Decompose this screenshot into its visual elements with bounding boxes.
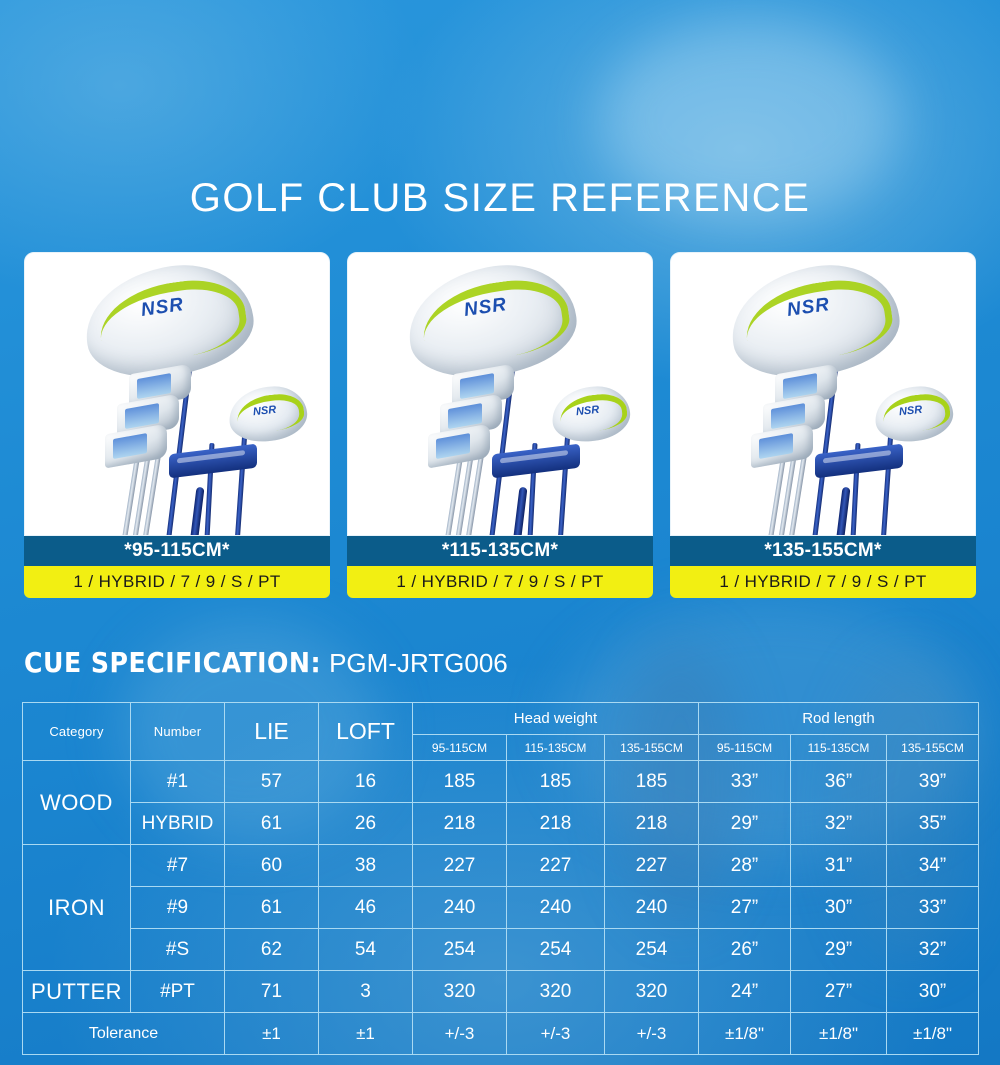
tolerance-rod-length-1: ±1/8" xyxy=(699,1013,791,1055)
row-head-weight-1: 240 xyxy=(413,887,507,929)
row-rod-length-2: 27” xyxy=(791,971,887,1013)
subheader-rl-size-2: 115-135CM xyxy=(791,735,887,761)
row-number: #1 xyxy=(131,761,225,803)
brand-logo-hybrid: NSR xyxy=(252,403,277,419)
tolerance-lie: ±1 xyxy=(225,1013,319,1055)
driver-grip xyxy=(835,487,850,536)
row-head-weight-1: 218 xyxy=(413,803,507,845)
club-set-illustration xyxy=(348,253,652,535)
row-number: #7 xyxy=(131,845,225,887)
row-head-weight-3: 218 xyxy=(605,803,699,845)
row-category: IRON xyxy=(23,845,131,971)
tolerance-row xyxy=(23,1013,979,1055)
spec-heading-label: CUE SPECIFICATION: xyxy=(24,646,322,679)
row-head-weight-3: 254 xyxy=(605,929,699,971)
row-rod-length-2: 32” xyxy=(791,803,887,845)
row-category: PUTTER xyxy=(23,971,131,1013)
row-lie: 60 xyxy=(225,845,319,887)
club-set-photo xyxy=(347,252,653,536)
row-rod-length-2: 36” xyxy=(791,761,887,803)
row-head-weight-2: 218 xyxy=(507,803,605,845)
header-lie: LIE xyxy=(225,703,319,761)
row-head-weight-3: 185 xyxy=(605,761,699,803)
tolerance-head-weight-2: +/-3 xyxy=(507,1013,605,1055)
row-number: #S xyxy=(131,929,225,971)
size-band-label: *115-135CM* xyxy=(347,536,653,566)
row-number: #PT xyxy=(131,971,225,1013)
spec-model-number: PGM-JRTG006 xyxy=(329,648,508,678)
row-rod-length-2: 31” xyxy=(791,845,887,887)
brand-logo-hybrid: NSR xyxy=(898,403,923,419)
row-rod-length-2: 30” xyxy=(791,887,887,929)
row-head-weight-1: 185 xyxy=(413,761,507,803)
header-head-weight: Head weight xyxy=(413,703,699,735)
size-band-label: *95-115CM* xyxy=(24,536,330,566)
row-head-weight-2: 240 xyxy=(507,887,605,929)
size-band-label: *135-155CM* xyxy=(670,536,976,566)
row-head-weight-1: 227 xyxy=(413,845,507,887)
spec-table-wrapper xyxy=(22,702,978,1055)
club-combo-label: 1 / HYBRID / 7 / 9 / S / PT xyxy=(24,566,330,598)
row-category: WOOD xyxy=(23,761,131,845)
row-lie: 71 xyxy=(225,971,319,1013)
subheader-hw-size-3: 135-155CM xyxy=(605,735,699,761)
row-rod-length-2: 29” xyxy=(791,929,887,971)
driver-grip xyxy=(189,487,204,536)
driver-grip xyxy=(512,487,527,536)
tolerance-loft: ±1 xyxy=(319,1013,413,1055)
header-number: Number xyxy=(131,703,225,761)
table-row xyxy=(23,929,979,971)
row-lie: 61 xyxy=(225,803,319,845)
row-loft: 38 xyxy=(319,845,413,887)
tolerance-rod-length-3: ±1/8" xyxy=(887,1013,979,1055)
table-row xyxy=(23,845,979,887)
club-combo-label: 1 / HYBRID / 7 / 9 / S / PT xyxy=(347,566,653,598)
row-rod-length-3: 30” xyxy=(887,971,979,1013)
row-head-weight-2: 185 xyxy=(507,761,605,803)
row-rod-length-1: 29” xyxy=(699,803,791,845)
tolerance-head-weight-3: +/-3 xyxy=(605,1013,699,1055)
table-row xyxy=(23,887,979,929)
row-loft: 46 xyxy=(319,887,413,929)
table-header-row xyxy=(23,703,979,735)
subheader-rl-size-1: 95-115CM xyxy=(699,735,791,761)
row-rod-length-3: 33” xyxy=(887,887,979,929)
row-rod-length-3: 34” xyxy=(887,845,979,887)
row-number: #9 xyxy=(131,887,225,929)
row-rod-length-1: 27” xyxy=(699,887,791,929)
row-rod-length-3: 39” xyxy=(887,761,979,803)
row-head-weight-2: 254 xyxy=(507,929,605,971)
header-category: Category xyxy=(23,703,131,761)
subheader-hw-size-1: 95-115CM xyxy=(413,735,507,761)
club-combo-label: 1 / HYBRID / 7 / 9 / S / PT xyxy=(670,566,976,598)
row-head-weight-3: 240 xyxy=(605,887,699,929)
row-head-weight-3: 320 xyxy=(605,971,699,1013)
page-title: GOLF CLUB SIZE REFERENCE xyxy=(189,176,811,220)
tolerance-rod-length-2: ±1/8" xyxy=(791,1013,887,1055)
row-number: HYBRID xyxy=(131,803,225,845)
brand-logo-driver: NSR xyxy=(139,294,186,321)
row-rod-length-1: 33” xyxy=(699,761,791,803)
club-set-illustration xyxy=(25,253,329,535)
row-head-weight-2: 227 xyxy=(507,845,605,887)
row-head-weight-3: 227 xyxy=(605,845,699,887)
row-loft: 26 xyxy=(319,803,413,845)
row-rod-length-1: 24” xyxy=(699,971,791,1013)
header-rod-length: Rod length xyxy=(699,703,979,735)
row-rod-length-1: 28” xyxy=(699,845,791,887)
size-card[interactable] xyxy=(24,252,330,598)
table-row xyxy=(23,761,979,803)
brand-logo-hybrid: NSR xyxy=(575,403,600,419)
row-lie: 57 xyxy=(225,761,319,803)
size-card[interactable] xyxy=(347,252,653,598)
size-card-list xyxy=(24,252,976,598)
spec-heading xyxy=(24,646,508,679)
spec-table xyxy=(22,702,979,1055)
row-lie: 62 xyxy=(225,929,319,971)
club-set-illustration xyxy=(671,253,975,535)
subheader-hw-size-2: 115-135CM xyxy=(507,735,605,761)
row-loft: 54 xyxy=(319,929,413,971)
brand-logo-driver: NSR xyxy=(785,294,832,321)
club-set-photo xyxy=(670,252,976,536)
tolerance-label: Tolerance xyxy=(23,1013,225,1055)
row-head-weight-1: 320 xyxy=(413,971,507,1013)
row-rod-length-1: 26” xyxy=(699,929,791,971)
row-rod-length-3: 32” xyxy=(887,929,979,971)
row-head-weight-1: 254 xyxy=(413,929,507,971)
subheader-rl-size-3: 135-155CM xyxy=(887,735,979,761)
row-loft: 3 xyxy=(319,971,413,1013)
row-loft: 16 xyxy=(319,761,413,803)
row-head-weight-2: 320 xyxy=(507,971,605,1013)
row-rod-length-3: 35” xyxy=(887,803,979,845)
club-set-photo xyxy=(24,252,330,536)
header-loft: LOFT xyxy=(319,703,413,761)
size-card[interactable] xyxy=(670,252,976,598)
table-row xyxy=(23,803,979,845)
tolerance-head-weight-1: +/-3 xyxy=(413,1013,507,1055)
table-row xyxy=(23,971,979,1013)
brand-logo-driver: NSR xyxy=(462,294,509,321)
row-lie: 61 xyxy=(225,887,319,929)
